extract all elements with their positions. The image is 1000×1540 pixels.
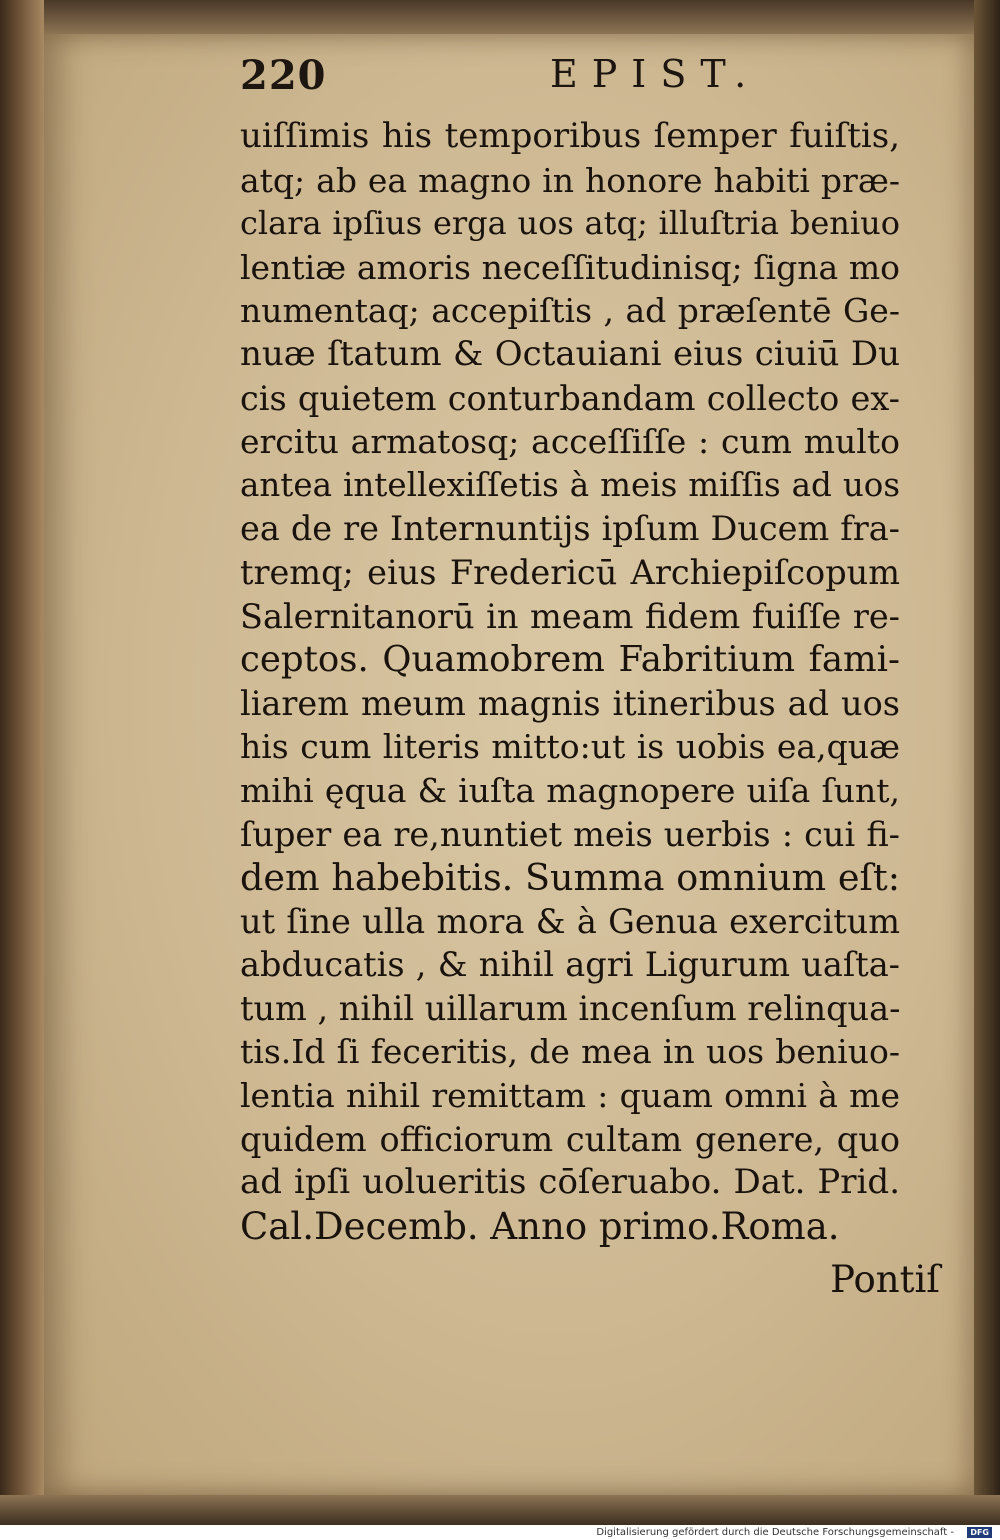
dfg-logo: DFG (967, 1527, 992, 1538)
text-line: ſuper ea re,nuntiet meis uerbis : cui fi- (240, 814, 900, 854)
book-binding-edge (0, 0, 44, 1525)
running-head: EPIST. (550, 52, 761, 96)
text-line: quidem officiorum cultam genere, quo (240, 1119, 900, 1159)
text-line: Cal.Decemb. Anno primo.Roma. (240, 1204, 840, 1248)
text-line: ea de re Internuntijs ipſum Ducem fra- (240, 509, 900, 549)
page-right-edge (974, 0, 1000, 1525)
text-line: ercitu armatosq; acceſſiſſe : cum multo (240, 422, 900, 462)
text-line: ad ipſi uolueritis cōſeruabo. Dat. Prid. (240, 1162, 900, 1203)
text-line: Salernitanorū in meam fidem fuiſſe re- (240, 596, 900, 636)
text-line: lentia nihil remittam : quam omni à me (240, 1076, 900, 1116)
text-line: lentiæ amoris neceſſitudinisq; ſigna mo (240, 247, 900, 287)
text-line: ceptos. Quamobrem Fabritium fami- (240, 639, 900, 681)
page-header (240, 52, 800, 112)
text-line: antea intellexiſſetis à meis miſſis ad uos (240, 465, 900, 504)
text-line: tis.Id ſi feceritis, de mea in uos beniuo- (240, 1032, 900, 1072)
text-line: uiſſimis his temporibus ſemper fuiſtis, (240, 116, 900, 156)
text-line: atq; ab ea magno in honore habiti præ- (240, 160, 900, 200)
funding-credit: Digitalisierung gefördert durch die Deutsche Forschungsgemeinschaft - (596, 1527, 954, 1538)
text-line: dem habebitis. Summa omnium eſt: (240, 856, 900, 900)
text-line: nuæ ſtatum & Octauiani eius ciuiū Du (240, 333, 900, 374)
text-line: cis quietem conturbandam collecto ex- (240, 378, 900, 418)
text-line: ut ſine ulla mora & à Genua exercitum (240, 901, 900, 941)
text-line: mihi ęqua & iuſta magnopere uiſa ſunt, (240, 770, 900, 810)
page-number: 220 (240, 52, 327, 99)
catchword: Pontiſ (830, 1258, 940, 1301)
text-line: abducatis , & nihil agri Ligurum uaſta- (240, 945, 900, 985)
text-line: tremq; eius Fredericū Archiepiſcopum (240, 552, 900, 592)
text-line: liarem meum magnis itineribus ad uos (240, 683, 900, 723)
page-top-edge (0, 0, 1000, 34)
text-line: numentaq; accepiſtis , ad præſentē Ge- (240, 291, 900, 331)
text-line: his cum literis mitto:ut is uobis ea,quæ (240, 727, 900, 767)
text-line: clara ipſius erga uos atq; illuſtria beniuo (240, 204, 900, 243)
body-text (240, 115, 900, 1248)
text-line: tum , nihil uillarum incenſum relinqua- (240, 988, 900, 1028)
page-bottom-edge (0, 1495, 1000, 1525)
